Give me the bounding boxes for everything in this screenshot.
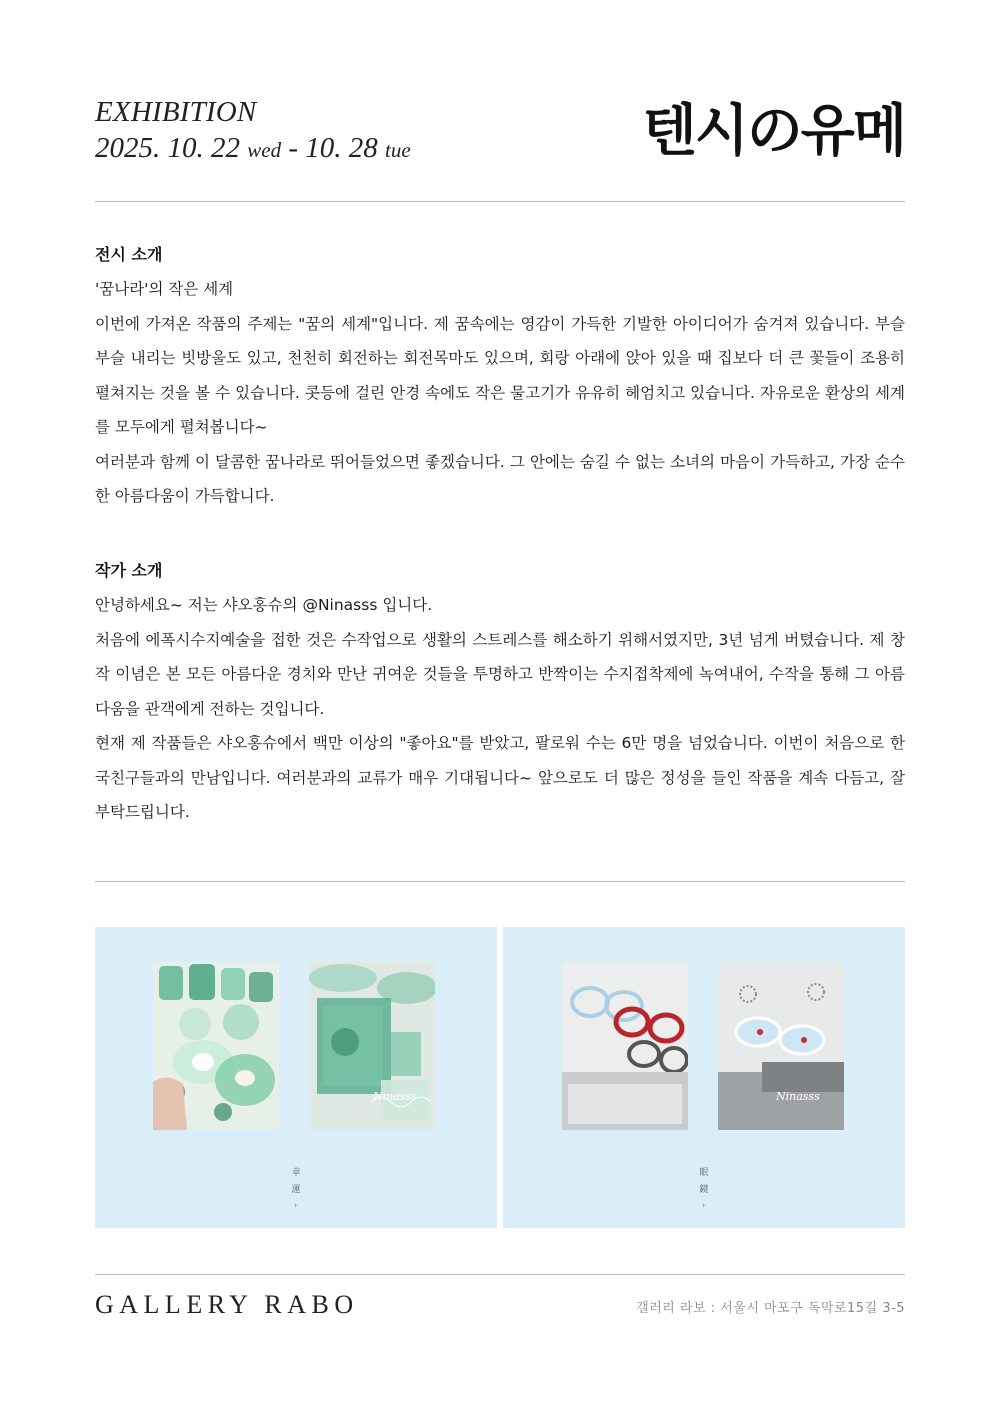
section-divider [95, 881, 905, 882]
artist-signature: Ninasss [776, 1090, 820, 1103]
day-start: wed [247, 138, 282, 162]
artwork-panel-glasses [503, 927, 905, 1228]
exhibition-header [95, 96, 905, 176]
artist-heading: 작가 소개 [95, 561, 163, 580]
gallery-logo: GALLERY RABO [95, 1290, 359, 1319]
red-glasses-photo [562, 962, 688, 1130]
intro-paragraph: 이번에 가져온 작품의 주제는 "꿈의 세계"입니다. 제 꿈속에는 영감이 가득한 기발한 아이디어가 숨겨져 있습니다. 부슬부슬 내리는 빗방울도 있고, 천천히 회전하는 회전목마도 있으며, 회랑 아래에 앉아 있을 때 집보다 더 큰 꽃들이 조용히 펼쳐지는 것을 볼 수 있습니다. 콧등에 걸린 안경 속에도 작은 물고기가 유유히 헤엄치고 있습니다. 자유로운 환상의 세계를 모두에게 펼쳐봅니다~ [95, 314, 905, 436]
intro-paragraph: 여러분과 함께 이 달콤한 꿈나라로 뛰어들었으면 좋겠습니다. 그 안에는 숨길 수 없는 소녀의 마음이 가득하고, 가장 순수한 아름다움이 가득합니다. [95, 452, 905, 505]
green-resin-blocks-photo [309, 962, 435, 1130]
footer-divider [95, 1274, 905, 1275]
day-end: tue [385, 138, 411, 162]
date-start: 2025. 10. 22 [95, 132, 240, 164]
intro-heading: 전시 소개 [95, 245, 163, 264]
intro-subtitle: '꿈나라'의 작은 세계 [95, 280, 234, 298]
caption-char: 眼 [699, 1168, 709, 1178]
green-resin-cups-photo [153, 962, 279, 1130]
gallery-address: 갤러리 라보 : 서울시 마포구 독막로15길 3-5 [636, 1301, 905, 1316]
artist-paragraph: 처음에 에폭시수지예술을 접한 것은 수작업으로 생활의 스트레스를 해소하기 위해서였지만, 3년 넘게 버텼습니다. 제 창작 이념은 본 모든 아름다운 경치와 만난 귀여운 것들을 투명하고 반짝이는 수지접착제에 녹여내어, 수작을 통해 그 아름다움을 관객에게 전하는 것입니다. [95, 630, 905, 718]
artwork-panel-luck [95, 927, 497, 1228]
artwork-caption-luck [95, 1165, 497, 1216]
artwork-caption-glasses [503, 1165, 905, 1216]
exhibition-dates [95, 132, 411, 165]
caption-char: ˒ [702, 1202, 706, 1212]
caption-char: 運 [291, 1185, 301, 1195]
caption-char: 幸 [291, 1168, 301, 1178]
date-separator: - [288, 132, 298, 164]
artist-section [95, 554, 905, 830]
exhibition-title: 텐시の유메 [642, 99, 905, 164]
date-end: 10. 28 [305, 132, 378, 164]
caption-char: 鏡 [699, 1185, 709, 1195]
clear-glasses-photo [718, 962, 844, 1130]
caption-char: ˒ [294, 1202, 298, 1212]
artist-paragraph: 현재 제 작품들은 샤오홍슈에서 백만 이상의 "좋아요"를 받았고, 팔로워 수는 6만 명을 넘었습니다. 이번이 처음으로 한국친구들과의 만남입니다. 여러분과의 교류가 매우 기대됩니다~ 앞으로도 더 많은 정성을 들인 작품을 계속 다듬고, 잘 부탁드립니다. [95, 734, 905, 821]
exhibition-label: EXHIBITION [95, 96, 257, 128]
intro-section [95, 238, 905, 514]
header-divider [95, 201, 905, 202]
artist-greeting: 안녕하세요~ 저는 샤오홍슈의 @Ninasss 입니다. [95, 596, 433, 614]
artist-signature: Ninasss [373, 1090, 417, 1103]
artwork-gallery [95, 927, 905, 1228]
